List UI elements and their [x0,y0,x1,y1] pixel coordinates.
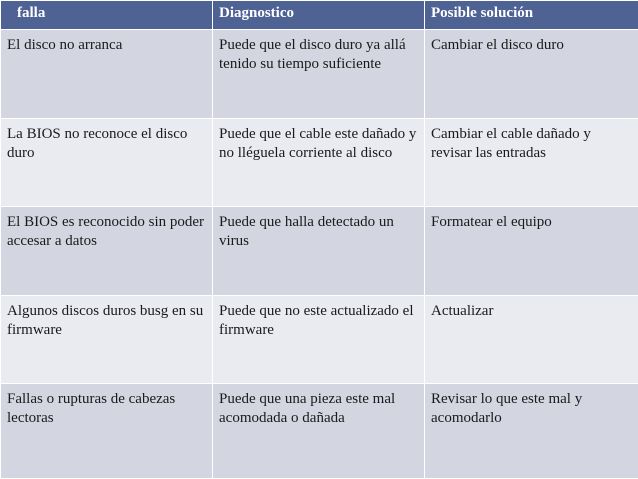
cell-diagnostico: Puede que el disco duro ya allá tenido su tiempo suficiente [213,30,425,119]
table-row [1,118,638,207]
table-row [1,207,638,296]
cell-diagnostico: Puede que halla detectado un virus [213,207,425,296]
header-diagnostico: Diagnostico [213,1,425,30]
cell-falla: La BIOS no reconoce el disco duro [1,118,213,207]
header-row [1,1,638,30]
table-body [1,30,638,479]
cell-falla: Fallas o rupturas de cabezas lectoras [1,384,213,479]
header-falla: falla [1,1,213,30]
cell-diagnostico: Puede que no este actualizado el firmware [213,295,425,384]
table-row [1,295,638,384]
table-header [1,1,638,30]
cell-solucion: Actualizar [425,295,638,384]
cell-solucion: Cambiar el cable dañado y revisar las entradas [425,118,638,207]
cell-diagnostico: Puede que el cable este dañado y no lléguela corriente al disco [213,118,425,207]
cell-falla: El BIOS es reconocido sin poder accesar a datos [1,207,213,296]
cell-falla: Algunos discos duros busg en su firmware [1,295,213,384]
table-row [1,384,638,479]
table-row [1,30,638,119]
cell-solucion: Cambiar el disco duro [425,30,638,119]
cell-diagnostico: Puede que una pieza este mal acomodada o dañada [213,384,425,479]
cell-falla: El disco no arranca [1,30,213,119]
header-posible-solucion: Posible solución [425,1,638,30]
cell-solucion: Formatear el equipo [425,207,638,296]
cell-solucion: Revisar lo que este mal y acomodarlo [425,384,638,479]
